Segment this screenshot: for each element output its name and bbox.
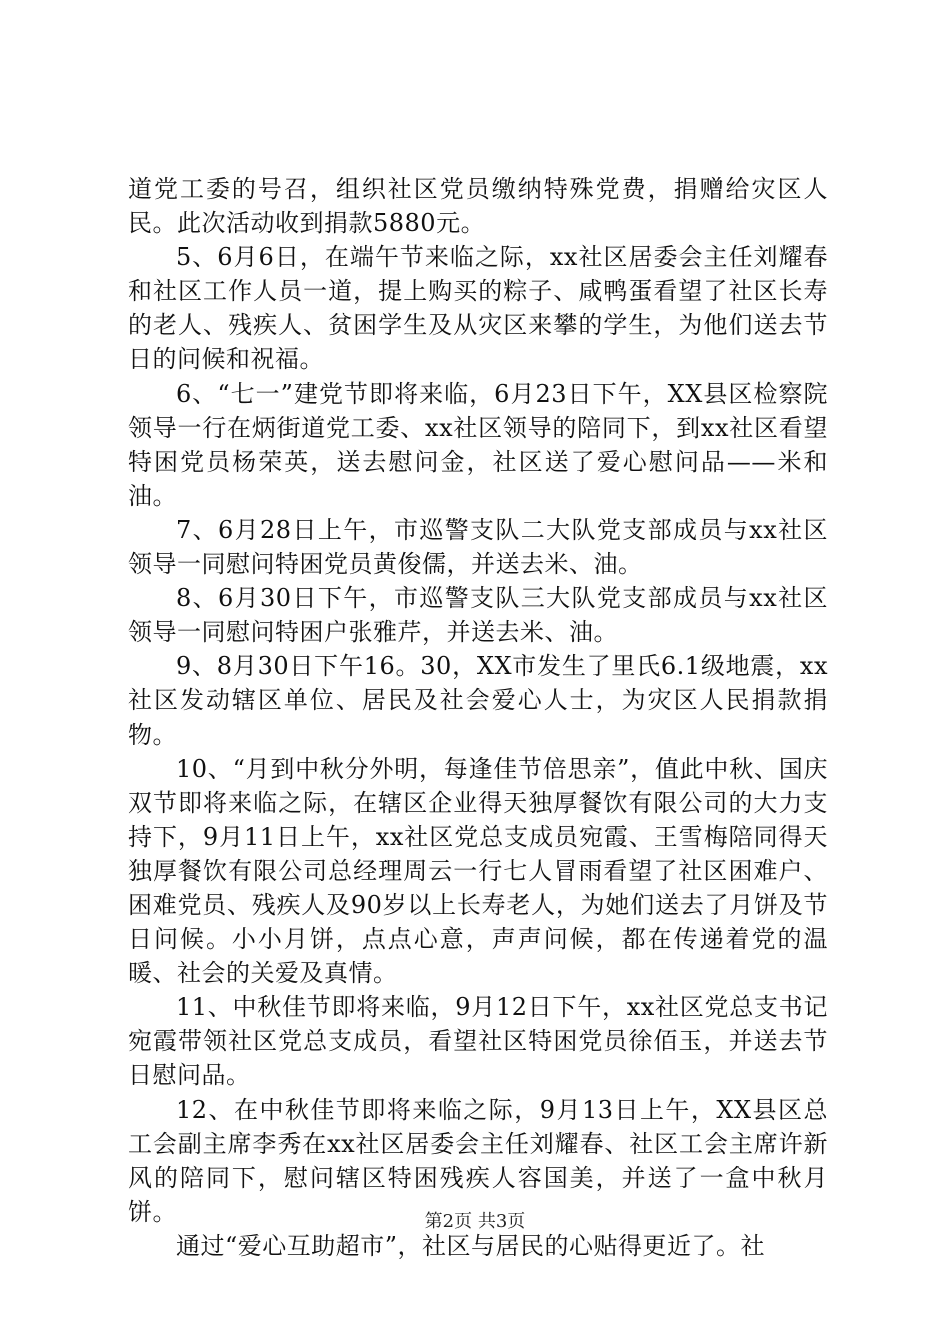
paragraph-item-10: 10、“月到中秋分外明，每逢佳节倍思亲”，值此中秋、国庆双节即将来临之际，在辖区企业得天独厚餐饮有限公司的大力支持下，9月11日上午，xx社区党总支成员宛霞、王雪梅陪同得天独厚餐饮有限公司总经理周云一行七人冒雨看望了社区困难户、困难党员、残疾人及90岁以上长寿老人，为她们送去了月饼及节日问候。小小月饼，点点心意，声声问候，都在传递着党的温暖、社会的关爱及真情。 xyxy=(128,754,828,988)
paragraph-item-7: 7、6月28日上午，市巡警支队二大队党支部成员与xx社区领导一同慰问特困党员黄俊儒，并送去米、油。 xyxy=(128,515,828,579)
paragraph-item-8: 8、6月30日下午，市巡警支队三大队党支部成员与xx社区领导一同慰问特困户张雅芹，并送去米、油。 xyxy=(128,584,828,647)
paragraph-item-6: 6、“七一”建党节即将来临，6月23日下午，XX县区检察院领导一行在炳街道党工委、xx社区领导的陪同下，到xx社区看望特困党员杨荣英，送去慰问金，社区送了爱心慰问品——米和油。 xyxy=(128,379,828,510)
paragraph-item-5: 5、6月6日，在端午节来临之际，xx社区居委会主任刘耀春和社区工作人员一道，提上购买的粽子、咸鸭蛋看望了社区长寿的老人、残疾人、贫困学生及从灾区来攀的学生，为他们送去节日的问候和祝福。 xyxy=(128,243,828,374)
document-body xyxy=(128,172,828,1263)
page-number-footer: 第2页 共3页 xyxy=(424,1211,526,1232)
paragraph-item-9: 9、8月30日下午16。30，XX市发生了里氏6.1级地震，xx社区发动辖区单位、居民及社会爱心人士，为灾区人民捐款捐物。 xyxy=(128,652,828,749)
paragraph-item-12: 12、在中秋佳节即将来临之际，9月13日上午，XX县区总工会副主席李秀在xx社区居委会主任刘耀春、社区工会主席许新风的陪同下，慰问辖区特困残疾人容国美，并送了一盒中秋月饼。 xyxy=(128,1095,828,1226)
paragraph-closing: 通过“爱心互助超市”，社区与居民的心贴得更近了。社 xyxy=(176,1231,766,1260)
paragraph-item-11: 11、中秋佳节即将来临，9月12日下午，xx社区党总支书记宛霞带领社区党总支成员，看望社区特困党员徐佰玉，并送去节日慰问品。 xyxy=(128,993,828,1090)
paragraph-continuation: 道党工委的号召，组织社区党员缴纳特殊党费，捐赠给灾区人民。此次活动收到捐款5880元。 xyxy=(128,175,828,238)
